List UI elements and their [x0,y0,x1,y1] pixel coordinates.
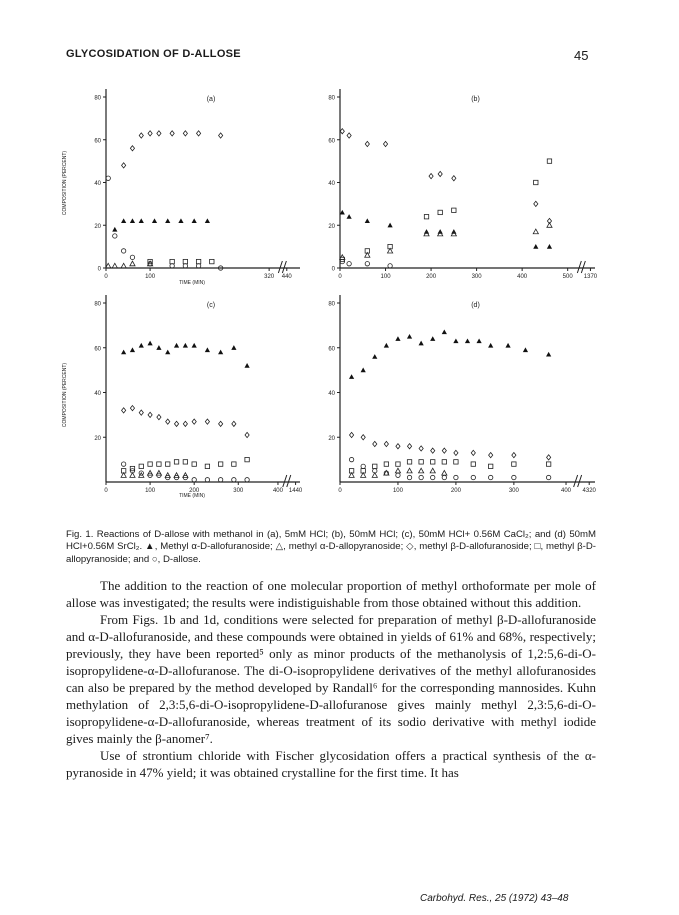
data-point-alpha-furanoside [130,347,135,352]
data-point-beta-furanoside [471,450,475,455]
y-tick-label: 0 [97,266,101,273]
x-tick-label: 100 [392,488,403,494]
data-point-beta-pyranoside [424,215,428,219]
data-point-d-allose [471,475,475,479]
data-point-d-allose [407,475,411,479]
x-tick-label: 100 [145,274,156,280]
data-point-d-allose [106,176,110,180]
data-point-alpha-furanoside [419,341,424,346]
data-point-beta-furanoside [454,450,458,455]
data-point-beta-pyranoside [192,462,196,466]
y-tick-label: 60 [94,346,101,353]
data-point-alpha-furanoside [147,341,152,346]
data-point-beta-furanoside [148,131,152,136]
data-point-beta-pyranoside [166,462,170,466]
data-point-beta-pyranoside [157,462,161,466]
paragraph: Use of strontium chloride with Fischer glycosidation offers a practical synthesis of the α-pyranoside in 47% yield; it was obtained crystalline for the first time. It has [66,748,596,780]
body-text [66,577,596,781]
data-point-alpha-furanoside [372,354,377,359]
x-tick-label: 200 [450,488,461,494]
data-point-alpha-pyranoside [130,261,135,266]
data-point-beta-furanoside [452,176,456,181]
data-point-beta-pyranoside [183,259,187,263]
data-point-d-allose [512,475,516,479]
data-point-beta-furanoside [183,421,187,426]
data-point-alpha-furanoside [152,218,157,223]
data-point-alpha-furanoside [442,329,447,334]
x-tick-label: 0 [338,488,342,494]
y-tick-label: 40 [94,181,101,187]
data-point-alpha-furanoside [139,218,144,223]
data-point-alpha-furanoside [205,218,210,223]
data-point-beta-furanoside [407,444,411,449]
data-point-beta-pyranoside [431,460,435,464]
x-tick-label: 0 [104,488,108,494]
data-point-beta-furanoside [183,131,187,136]
data-point-d-allose [113,234,117,238]
y-tick-label: 40 [328,391,335,397]
data-point-beta-pyranoside [438,210,442,214]
data-point-beta-furanoside [122,408,126,413]
data-point-beta-pyranoside [547,159,551,163]
data-point-alpha-furanoside [407,334,412,339]
data-point-alpha-furanoside [112,227,117,232]
data-point-alpha-pyranoside [395,468,400,473]
x-tick-label: 100 [380,274,391,280]
x-axis-label: TIME (MIN) [179,280,205,286]
data-point-d-allose [419,475,423,479]
data-point-beta-pyranoside [373,464,377,468]
data-point-beta-furanoside [340,129,344,134]
data-point-d-allose [488,475,492,479]
data-point-alpha-furanoside [174,343,179,348]
data-point-beta-pyranoside [218,462,222,466]
data-point-d-allose [205,478,209,482]
x-tick-label: 300 [233,488,244,494]
y-tick-label: 80 [328,95,335,102]
data-point-beta-pyranoside [245,457,249,461]
x-tick-label: 400 [272,488,283,494]
x-tick-label: 0 [338,274,342,280]
data-point-alpha-pyranoside [407,468,412,473]
x-tick-label: 300 [508,488,519,494]
panel-label: (d) [471,302,480,309]
x-tick-label: 100 [145,488,156,494]
data-point-alpha-furanoside [546,352,551,357]
data-point-d-allose [192,478,196,482]
data-point-alpha-furanoside [488,343,493,348]
data-point-d-allose [546,475,550,479]
data-point-beta-furanoside [205,419,209,424]
data-point-beta-furanoside [139,410,143,415]
data-point-d-allose [130,255,134,259]
data-point-alpha-pyranoside [419,468,424,473]
data-point-alpha-furanoside [192,343,197,348]
x-tick-label: 500 [562,274,573,280]
data-point-beta-furanoside [245,432,249,437]
y-tick-label: 20 [328,223,335,230]
data-point-alpha-pyranoside [121,263,126,268]
x-tick-label: 1440 [288,488,303,494]
data-point-d-allose [121,249,125,253]
data-point-d-allose [218,478,222,482]
y-tick-label: 20 [94,223,101,230]
data-point-alpha-furanoside [244,363,249,368]
data-point-beta-furanoside [170,131,174,136]
data-point-beta-pyranoside [148,462,152,466]
data-point-d-allose [396,473,400,477]
data-point-d-allose [347,262,351,266]
y-tick-label: 20 [328,435,335,442]
y-tick-label: 20 [94,435,101,442]
y-tick-label: 80 [94,95,101,102]
data-point-alpha-pyranoside [112,263,117,268]
data-point-d-allose [365,262,369,266]
data-point-beta-pyranoside [454,460,458,464]
data-point-beta-pyranoside [232,462,236,466]
data-point-alpha-furanoside [192,218,197,223]
data-point-beta-pyranoside [452,208,456,212]
data-point-alpha-furanoside [231,345,236,350]
chart-panel-1 [62,89,300,286]
y-tick-label: 40 [94,391,101,397]
data-point-beta-furanoside [130,406,134,411]
data-point-beta-furanoside [122,163,126,168]
data-point-alpha-furanoside [205,347,210,352]
data-point-alpha-furanoside [347,214,352,219]
data-point-alpha-furanoside [165,350,170,355]
data-point-alpha-furanoside [365,218,370,223]
data-point-beta-pyranoside [471,462,475,466]
data-point-beta-pyranoside [139,464,143,468]
x-tick-label: 400 [517,274,528,280]
data-point-alpha-furanoside [165,218,170,223]
data-point-beta-pyranoside [210,259,214,263]
y-tick-label: 80 [94,301,101,308]
y-tick-label: 0 [331,266,335,273]
data-point-beta-furanoside [148,412,152,417]
data-point-beta-pyranoside [488,464,492,468]
axis-break-mark [278,261,286,273]
data-point-alpha-furanoside [430,336,435,341]
x-tick-label: 300 [471,274,482,280]
data-point-beta-pyranoside [384,462,388,466]
x-tick-label: 320 [264,274,275,280]
y-axis-label: COMPOSITION (PERCENT) [62,362,68,428]
data-point-beta-pyranoside [546,462,550,466]
data-point-alpha-furanoside [121,350,126,355]
data-point-beta-furanoside [396,444,400,449]
y-tick-label: 60 [328,138,335,145]
data-point-alpha-furanoside [476,338,481,343]
x-tick-label: 1370 [583,274,598,280]
data-point-d-allose [245,478,249,482]
data-point-beta-pyranoside [174,460,178,464]
data-point-d-allose [232,478,236,482]
data-point-beta-furanoside [383,141,387,146]
data-point-beta-furanoside [139,133,143,138]
data-point-alpha-furanoside [505,343,510,348]
chart-panel-4 [328,295,596,494]
data-point-beta-furanoside [174,421,178,426]
data-point-alpha-furanoside [139,343,144,348]
page-number: 45 [574,48,589,63]
data-point-beta-pyranoside [512,462,516,466]
x-axis-label: TIME (MIN) [179,493,205,499]
data-point-alpha-furanoside [395,336,400,341]
x-tick-label: 200 [189,488,200,494]
data-point-d-allose [121,462,125,466]
data-point-beta-pyranoside [419,460,423,464]
data-point-beta-furanoside [350,432,354,437]
axis-break-mark [283,475,291,487]
data-point-alpha-furanoside [547,244,552,249]
y-axis-label: COMPOSITION (PERCENT) [62,150,68,216]
data-point-beta-pyranoside [534,180,538,184]
data-point-beta-furanoside [489,453,493,458]
data-point-alpha-pyranoside [442,470,447,475]
x-tick-label: 200 [426,274,437,280]
data-point-beta-furanoside [442,448,446,453]
journal-footer: Carbohyd. Res., 25 (1972) 43–48 [420,893,569,904]
data-point-alpha-furanoside [523,347,528,352]
data-point-beta-furanoside [192,419,196,424]
data-point-d-allose [349,457,353,461]
data-point-beta-furanoside [232,421,236,426]
x-tick-label: 0 [104,274,108,280]
figure-caption: Fig. 1. Reactions of D-allose with methanol in (a), 5mM HCl; (b), 50mM HCl; (c), 50mM HCl+ 0.56M CaCl₂; and (d) 50mM HCl+0.56M SrCl₂. ▲, Methyl α-D-allofuranoside; △, methyl α-D-allopyranoside; ◇, methyl β-D-allofuranoside; □, methyl β-D-allopyranoside; and ○, D-allose. [66,529,596,565]
data-point-alpha-furanoside [121,218,126,223]
y-tick-label: 60 [328,346,335,353]
paragraph: From Figs. 1b and 1d, conditions were selected for preparation of methyl β-D-allofuranoside and α-D-allofuranoside, and these compounds were obtained in yields of 61% and 68%, respectively; previously, they have been reported⁵ only as minor products of the methanolysis of 1,2:5,6-di-O-isopropylidene-α-D-allofuranose. The di-O-isopropylidene derivatives of the methyl allofuranosides can also be prepared by the method developed by Randall⁶ for the corresponding mannosides. Kuhn methylation of 2,3:5,6-di-O-isopropylidene-D-allofuranose gives mainly methyl 2,3:5,6-di-O-isopropylidene-α-D-allofuranoside, whereas treatment of its sodio derivative with methyl iodide gives mainly the β-anomer⁷. [66,612,596,746]
x-tick-label: 440 [281,274,292,280]
data-point-alpha-furanoside [349,374,354,379]
data-point-beta-furanoside [361,435,365,440]
data-point-alpha-furanoside [453,338,458,343]
data-point-alpha-furanoside [218,350,223,355]
data-point-alpha-furanoside [361,368,366,373]
data-point-beta-pyranoside [205,464,209,468]
data-point-beta-furanoside [130,146,134,151]
data-point-alpha-furanoside [387,223,392,228]
data-point-beta-pyranoside [196,259,200,263]
panel-label: (a) [206,96,216,103]
data-point-beta-furanoside [219,421,223,426]
data-point-alpha-furanoside [384,343,389,348]
data-point-beta-pyranoside [170,259,174,263]
data-point-beta-pyranoside [396,462,400,466]
y-tick-label: 40 [328,181,335,187]
data-point-alpha-pyranoside [533,229,538,234]
data-point-d-allose [431,475,435,479]
data-point-beta-furanoside [219,133,223,138]
axis-break-mark [577,261,585,273]
data-point-beta-furanoside [197,131,201,136]
data-point-beta-pyranoside [407,460,411,464]
data-point-d-allose [361,464,365,468]
data-point-beta-furanoside [373,441,377,446]
data-point-alpha-furanoside [156,345,161,350]
data-point-beta-furanoside [419,446,423,451]
data-point-beta-furanoside [534,201,538,206]
panel-label: (c) [206,302,216,309]
data-point-beta-furanoside [429,173,433,178]
data-point-beta-furanoside [166,419,170,424]
data-point-alpha-furanoside [465,338,470,343]
data-point-beta-furanoside [438,171,442,176]
data-point-alpha-furanoside [533,244,538,249]
axis-break-mark [574,475,582,487]
data-point-beta-furanoside [547,455,551,460]
data-point-alpha-furanoside [183,343,188,348]
data-point-beta-furanoside [347,133,351,138]
data-point-alpha-furanoside [178,218,183,223]
data-point-beta-furanoside [365,141,369,146]
data-point-alpha-pyranoside [430,468,435,473]
data-point-d-allose [442,475,446,479]
data-point-beta-pyranoside [442,460,446,464]
data-point-beta-furanoside [157,415,161,420]
data-point-alpha-furanoside [130,218,135,223]
panel-label: (b) [471,96,480,103]
data-point-d-allose [454,475,458,479]
data-point-beta-furanoside [512,453,516,458]
y-tick-label: 80 [328,301,335,308]
x-tick-label: 4320 [582,488,596,494]
data-point-beta-furanoside [431,448,435,453]
paragraph: The addition to the reaction of one molecular proportion of methyl orthoformate per mole of allose was investigated; the results were indistiguishable from those obtained without this addition. [66,578,596,610]
x-tick-label: 400 [561,488,572,494]
data-point-beta-pyranoside [183,460,187,464]
data-point-beta-furanoside [157,131,161,136]
data-point-beta-furanoside [384,441,388,446]
chart-panel-3 [62,295,303,499]
chart-panel-2 [328,89,597,280]
y-tick-label: 60 [94,138,101,145]
running-title: GLYCOSIDATION OF D-ALLOSE [66,48,241,60]
